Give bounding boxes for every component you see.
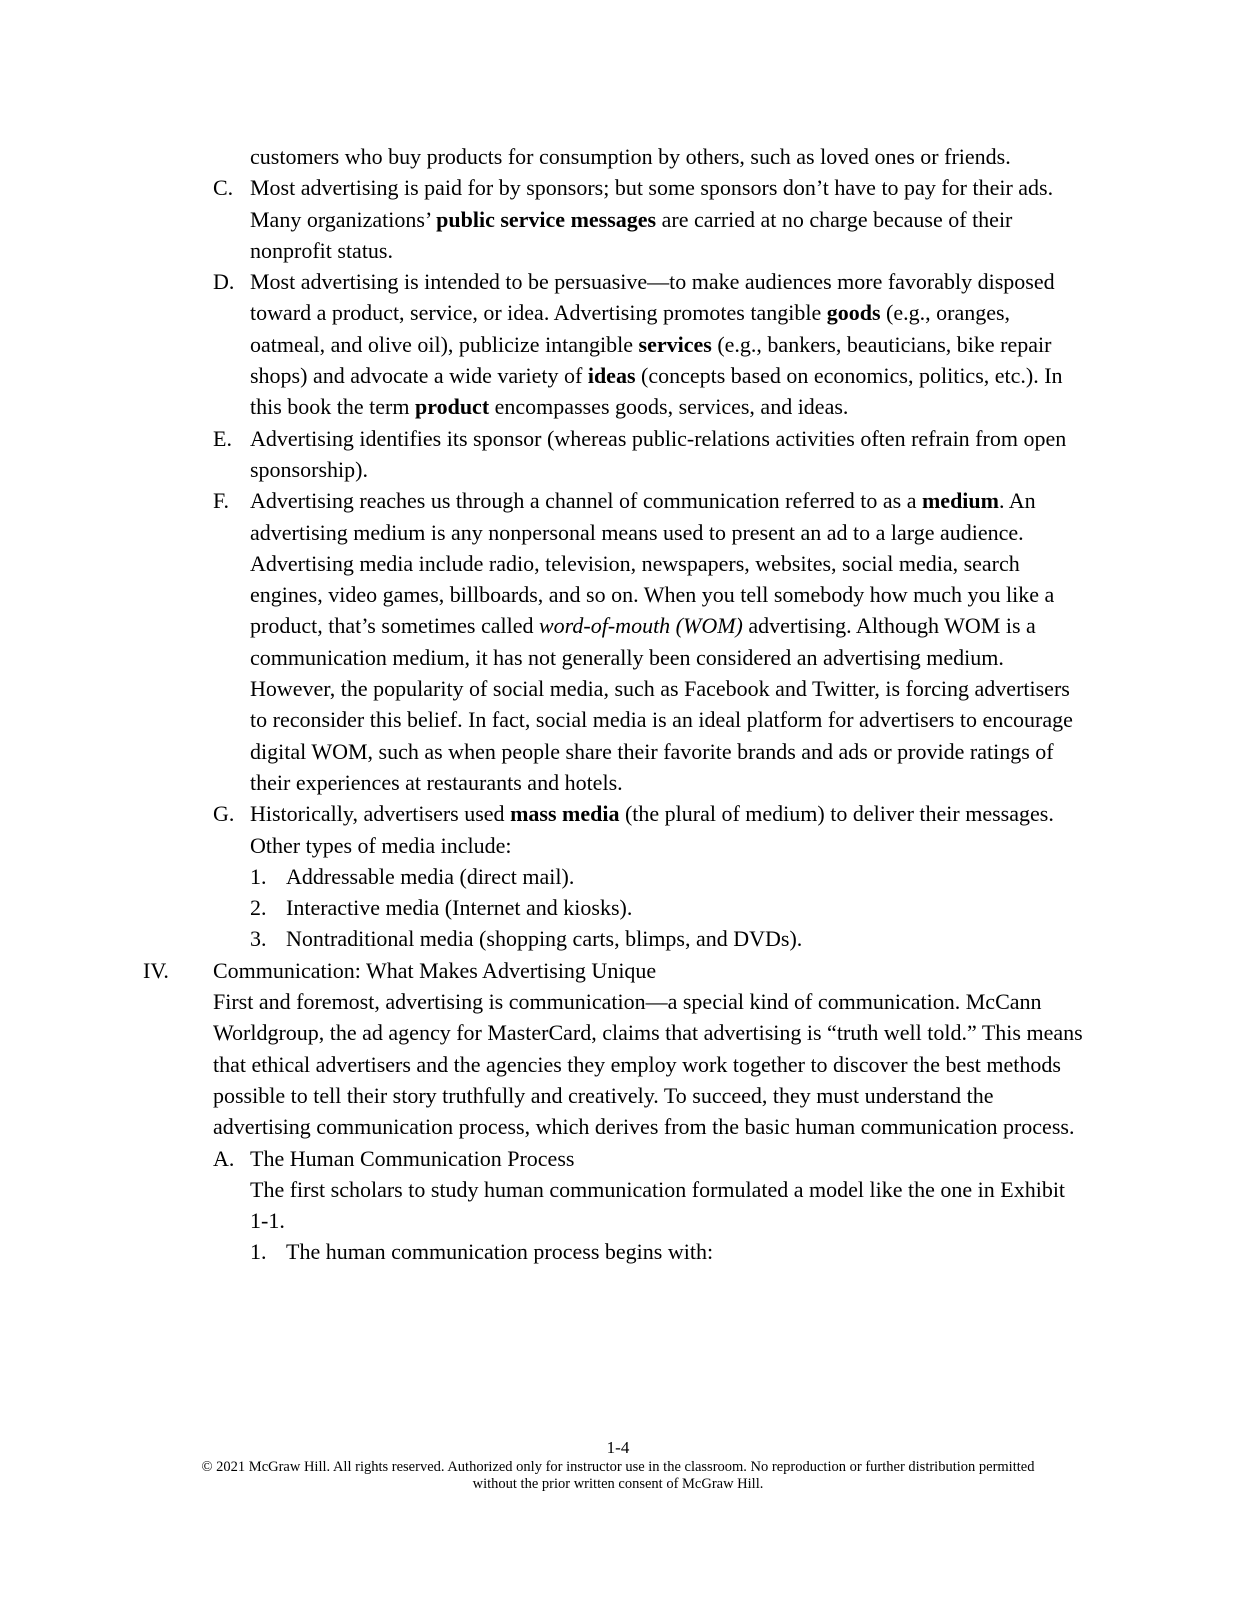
item-f xyxy=(0,485,1236,798)
item-text: Most advertising is paid for by sponsors; but some sponsors don’t have to pay for their ads. Many organizations’ public service messages are carried at no charge because of their nonprofit status. xyxy=(250,175,1054,263)
item-text: Advertising identifies its sponsor (whereas public-relations activities often refrain from open sponsorship). xyxy=(250,425,1067,482)
sub-item-text: Interactive media (Internet and kiosks). xyxy=(286,895,633,921)
item-label: F. xyxy=(213,488,229,514)
item-heading: The Human Communication Process xyxy=(250,1145,575,1171)
item-b-continuation: customers who buy products for consumption by others, such as loved ones or friends. xyxy=(250,144,1011,169)
sub-item-label: 3. xyxy=(250,926,267,952)
section-label: IV. xyxy=(143,957,169,983)
sub-item-2 xyxy=(0,892,1236,923)
term-public-service-messages: public service messages xyxy=(436,206,657,232)
item-label: D. xyxy=(213,269,235,295)
page-number: 1-4 xyxy=(606,1438,630,1457)
item-g xyxy=(0,798,1236,861)
term-services: services xyxy=(638,331,712,357)
item-a-sub-1 xyxy=(0,1236,1236,1267)
term-medium: medium xyxy=(921,488,999,514)
term-product: product xyxy=(414,394,490,420)
item-a-heading xyxy=(0,1143,1236,1174)
sub-item-label: 1. xyxy=(250,1239,267,1265)
item-label: C. xyxy=(213,175,234,201)
item-text: Historically, advertisers used mass media (the plural of medium) to deliver their messages. Other types of media include: xyxy=(250,801,1054,858)
term-word-of-mouth: word-of-mouth (WOM) xyxy=(539,613,743,639)
section-heading: Communication: What Makes Advertising Unique xyxy=(213,957,657,983)
copyright-line-1: © 2021 McGraw Hill. All rights reserved. Authorized only for instructor use in the classroom. No reproduction or further distribution permitted xyxy=(201,1459,1035,1475)
sub-item-3 xyxy=(0,923,1236,954)
page-footer xyxy=(0,1437,1236,1493)
item-label: G. xyxy=(213,801,235,827)
sub-item-text: The human communication process begins with: xyxy=(286,1239,714,1265)
term-mass-media: mass media xyxy=(510,801,620,827)
sub-item-label: 2. xyxy=(250,895,267,921)
item-d xyxy=(0,266,1236,422)
item-text: Advertising reaches us through a channel of communication referred to as a medium. An advertising medium is any nonpersonal means used to present an ad to a large audience. Advertising media include radio, television, newspapers, websites, social media, search engines, video games, billboards, and so on. When you tell somebody how much you like a product, that’s sometimes called word-of-mouth (WOM) advertising. Although WOM is a communication medium, it has not generally been considered an advertising medium. However, the popularity of social media, such as Facebook and Twitter, is forcing advertisers to reconsider this belief. In fact, social media is an ideal platform for advertisers to encourage digital WOM, such as when people share their favorite brands and ads or provide ratings of their experiences at restaurants and hotels. xyxy=(250,488,1073,795)
item-text: Most advertising is intended to be persuasive—to make audiences more favorably disposed toward a product, service, or idea. Advertising promotes tangible goods (e.g., oranges, oatmeal, and olive oil), publicize intangible services (e.g., bankers, beauticians, bike repair shops) and advocate a wide variety of ideas (concepts based on economics, politics, etc.). In this book the term product encompasses goods, services, and ideas. xyxy=(250,269,1063,420)
section-iv-paragraph: First and foremost, advertising is communication—a special kind of communication. McCann Worldgroup, the ad agency for MasterCard, claims that advertising is “truth well told.” This means that ethical advertisers and the agencies they employ work together to discover the best methods possible to tell their story truthfully and creatively. To succeed, they must understand the advertising communication process, which derives from the basic human communication process. xyxy=(213,989,1083,1140)
sub-item-label: 1. xyxy=(250,863,267,889)
sub-item-text: Nontraditional media (shopping carts, blimps, and DVDs). xyxy=(286,926,803,952)
item-c xyxy=(0,172,1236,266)
document-body xyxy=(0,141,1236,1268)
item-e xyxy=(0,423,1236,486)
section-iv-heading xyxy=(0,955,1236,986)
sub-item-text: Addressable media (direct mail). xyxy=(286,863,575,889)
sub-item-1 xyxy=(0,861,1236,892)
item-a-paragraph: The first scholars to study human communication formulated a model like the one in Exhibit 1-1. xyxy=(250,1176,1066,1234)
item-label: A. xyxy=(213,1145,235,1171)
item-label: E. xyxy=(213,425,232,451)
copyright-line-2: without the prior written consent of McGraw Hill. xyxy=(472,1476,764,1492)
term-ideas: ideas xyxy=(587,363,636,389)
term-goods: goods xyxy=(826,300,881,326)
